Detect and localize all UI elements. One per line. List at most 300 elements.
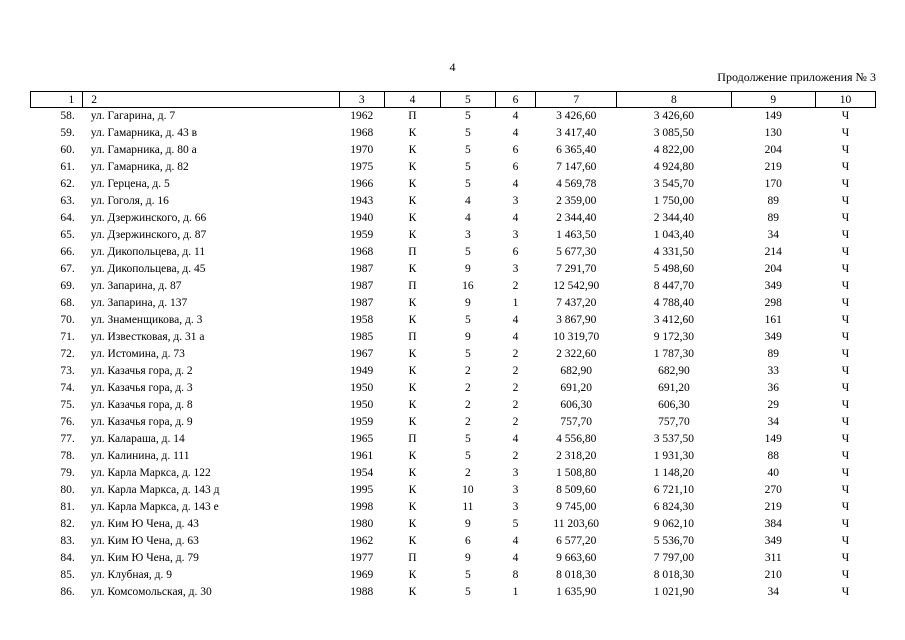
table-cell: 74. (60, 382, 75, 394)
table-cell: 79. (60, 467, 75, 479)
table-row (31, 210, 876, 227)
table-cell: 4 (512, 535, 519, 547)
table-cell: 1998 (350, 501, 374, 513)
table-cell: К (408, 348, 417, 360)
table-cell: 65. (60, 229, 75, 241)
table-cell: 349 (764, 331, 782, 343)
table-cell: 1958 (350, 314, 374, 326)
table-cell: 34 (767, 416, 780, 428)
table-cell: 63. (60, 195, 75, 207)
table-row (31, 244, 876, 261)
table-cell: 1962 (350, 110, 374, 122)
table-cell: 757,70 (658, 416, 690, 428)
table-cell: К (408, 195, 417, 207)
page-number: 4 (449, 60, 456, 74)
table-cell: 691,20 (658, 382, 690, 394)
table-cell: 4 924,80 (653, 161, 695, 173)
table-cell: 691,20 (560, 382, 592, 394)
table-cell: 606,30 (560, 399, 592, 411)
table-cell: 11 203,60 (553, 518, 599, 530)
table-cell: 7 291,70 (556, 263, 597, 275)
housing-table (30, 91, 876, 601)
table-cell: ул. Герцена, д. 5 (90, 178, 170, 190)
table-cell: 3 (512, 484, 519, 496)
table-cell: 12 542,90 (553, 280, 600, 292)
table-cell: 4 (512, 178, 519, 190)
table-cell: ул. Истомина, д. 73 (90, 348, 185, 360)
table-cell: 69. (60, 280, 75, 292)
table-row (31, 346, 876, 363)
table-cell: Ч (841, 365, 850, 377)
table-row (31, 159, 876, 176)
table-cell: 682,90 (658, 365, 690, 377)
table-cell: 3 426,60 (653, 110, 695, 122)
table-cell: ул. Знаменщикова, д. 3 (90, 314, 203, 326)
table-cell: 2 (512, 399, 519, 411)
table-cell: 5 536,70 (653, 535, 695, 547)
table-row (31, 499, 876, 516)
table-cell: ул. Известковая, д. 31 а (90, 331, 205, 343)
table-cell: ул. Калинина, д. 111 (90, 450, 190, 462)
table-cell: 1985 (350, 331, 374, 343)
table-cell: 7 147,60 (556, 161, 597, 173)
table-cell: 4 (512, 331, 519, 343)
table-cell: 4 (465, 212, 471, 224)
table-row (31, 414, 876, 431)
table-cell: 1975 (350, 161, 374, 173)
table-cell: 606,30 (658, 399, 690, 411)
table-cell: 5 677,30 (556, 246, 597, 258)
table-cell: 4 (512, 433, 519, 445)
table-cell: ул. Казачья гора, д. 8 (90, 399, 193, 411)
table-cell: 3 (512, 263, 519, 275)
table-cell: 4 (512, 127, 519, 139)
table-cell: 170 (764, 178, 782, 190)
table-row (31, 295, 876, 312)
table-cell: 5 (465, 161, 471, 173)
table-cell: 9 062,10 (653, 518, 695, 530)
table-cell: 1 931,30 (653, 450, 695, 462)
table-cell: 72. (60, 348, 75, 360)
table-cell: 62. (60, 178, 75, 190)
table-cell: 2 (512, 280, 519, 292)
table-row (31, 380, 876, 397)
table-cell: 219 (764, 161, 782, 173)
table-cell: 8 509,60 (556, 484, 597, 496)
table-cell: 9 (465, 331, 471, 343)
table-cell: К (408, 263, 417, 275)
table-cell: П (408, 110, 417, 122)
table-cell: ул. Казачья гора, д. 2 (90, 365, 193, 377)
table-cell: 3 537,50 (653, 433, 695, 445)
table-cell: 1988 (350, 586, 374, 598)
table-cell: 204 (764, 144, 782, 156)
table-cell: Ч (841, 501, 850, 513)
table-cell: П (408, 331, 417, 343)
table-cell: 4 (512, 212, 519, 224)
table-cell: 9 745,00 (556, 501, 597, 513)
table-cell: 16 (462, 280, 474, 292)
table-cell: 71. (60, 331, 75, 343)
header-cell: 3 (339, 92, 384, 108)
table-cell: 1962 (350, 535, 374, 547)
table-row (31, 482, 876, 499)
header-cell: 4 (385, 92, 441, 108)
table-cell: 1 787,30 (653, 348, 695, 360)
table-row (31, 261, 876, 278)
table-row (31, 584, 876, 601)
table-cell: 83. (60, 535, 75, 547)
table-cell: 5 (465, 127, 471, 139)
table-cell: ул. Ким Ю Чена, д. 63 (90, 535, 199, 547)
table-cell: Ч (841, 297, 850, 309)
table-cell: 2 322,60 (556, 348, 597, 360)
table-cell: 4 556,80 (556, 433, 597, 445)
table-row (31, 227, 876, 244)
table-cell: Ч (841, 314, 850, 326)
table-cell: 210 (764, 569, 782, 581)
table-cell: 2 344,40 (653, 212, 695, 224)
table-cell: 73. (60, 365, 75, 377)
table-row (31, 567, 876, 584)
table-cell: 149 (764, 110, 782, 122)
table-cell: 29 (767, 399, 780, 411)
table-cell: 130 (764, 127, 782, 139)
table-cell: 1949 (350, 365, 374, 377)
table-cell: 1965 (350, 433, 374, 445)
table-cell: ул. Гагарина, д. 7 (90, 110, 176, 122)
table-row (31, 142, 876, 159)
table-cell: ул. Запарина, д. 87 (90, 280, 182, 292)
table-cell: ул. Гамарника, д. 80 а (90, 144, 197, 156)
table-cell: Ч (841, 416, 850, 428)
table-cell: 1977 (350, 552, 374, 564)
table-cell: 2 359,00 (556, 195, 597, 207)
table-cell: 6 (512, 144, 519, 156)
table-cell: ул. Комсомольская, д. 30 (90, 586, 212, 598)
table-cell: 298 (764, 297, 782, 309)
table-cell: ул. Казачья гора, д. 3 (90, 382, 193, 394)
table-cell: 75. (60, 399, 75, 411)
table-cell: 349 (764, 280, 782, 292)
table-cell: 60. (60, 144, 75, 156)
table-cell: 4 (465, 195, 471, 207)
table-cell: 149 (764, 433, 782, 445)
table-cell: 2 (512, 365, 519, 377)
table-cell: 1970 (350, 144, 374, 156)
table-cell: ул. Клубная, д. 9 (90, 569, 173, 581)
table-cell: 1 635,90 (556, 586, 597, 598)
table-cell: 33 (767, 365, 780, 377)
table-cell: 1959 (350, 416, 374, 428)
table-cell: К (408, 144, 417, 156)
table-cell: 1 043,40 (653, 229, 695, 241)
table-row (31, 312, 876, 329)
table-cell: 9 172,30 (653, 331, 695, 343)
table-cell: 384 (764, 518, 782, 530)
table-cell: 77. (60, 433, 75, 445)
table-cell: 1959 (350, 229, 374, 241)
table-cell: Ч (841, 348, 850, 360)
table-cell: К (408, 535, 417, 547)
table-row (31, 108, 876, 126)
table-row (31, 550, 876, 567)
table-cell: К (408, 212, 417, 224)
table-cell: 6 824,30 (653, 501, 695, 513)
table-cell: 1980 (350, 518, 374, 530)
table-cell: 3 (512, 229, 519, 241)
table-cell: 1943 (350, 195, 374, 207)
header-cell: 10 (816, 92, 876, 108)
table-row (31, 533, 876, 550)
table-cell: Ч (841, 263, 850, 275)
table-cell: 4 822,00 (653, 144, 695, 156)
table-cell: 10 (462, 484, 474, 496)
table-cell: 80. (60, 484, 75, 496)
header-cell: 2 (83, 92, 339, 108)
table-cell: 1968 (350, 246, 374, 258)
table-cell: 34 (767, 229, 780, 241)
table-cell: 1950 (350, 399, 374, 411)
table-cell: 3 (465, 229, 471, 241)
table-cell: 1966 (350, 178, 374, 190)
table-cell: П (408, 280, 417, 292)
table-cell: 5 (465, 110, 471, 122)
table-cell: К (408, 297, 417, 309)
table-cell: 8 447,70 (653, 280, 695, 292)
table-cell: Ч (841, 399, 850, 411)
table-cell: 86. (60, 586, 75, 598)
table-cell: 7 437,20 (556, 297, 597, 309)
table-cell: 2 (512, 416, 519, 428)
table-cell: 9 663,60 (556, 552, 597, 564)
table-cell: 5 498,60 (653, 263, 695, 275)
table-cell: 3 426,60 (556, 110, 597, 122)
table-cell: 1987 (350, 297, 374, 309)
table-cell: Ч (841, 552, 850, 564)
table-cell: ул. Запарина, д. 137 (90, 297, 188, 309)
table-cell: 4 (512, 552, 519, 564)
table-cell: 1961 (350, 450, 374, 462)
table-cell: ул. Карла Маркса, д. 122 (90, 467, 211, 479)
table-cell: 81. (60, 501, 75, 513)
table-cell: 61. (60, 161, 75, 173)
table-cell: 78. (60, 450, 75, 462)
table-cell: 1 (512, 297, 519, 309)
table-cell: 2 (465, 365, 471, 377)
header-cell: 9 (731, 92, 815, 108)
table-cell: 3 417,40 (556, 127, 597, 139)
table-row (31, 465, 876, 482)
table-cell: 58. (60, 110, 75, 122)
table-cell: 1954 (350, 467, 374, 479)
table-cell: 5 (465, 433, 471, 445)
table-cell: ул. Ким Ю Чена, д. 79 (90, 552, 199, 564)
table-cell: 2 (512, 382, 519, 394)
table-row (31, 125, 876, 142)
table-cell: 84. (60, 552, 75, 564)
table-cell: 4 569,78 (556, 178, 597, 190)
table-cell: 6 365,40 (556, 144, 597, 156)
table-cell: ул. Гамарника, д. 43 в (90, 127, 198, 139)
table-cell: К (408, 518, 417, 530)
table-cell: 1 508,80 (556, 467, 597, 479)
table-cell: К (408, 569, 417, 581)
table-cell: 8 018,30 (653, 569, 695, 581)
table-cell: ул. Гоголя, д. 16 (90, 195, 169, 207)
table-cell: 9 (465, 263, 471, 275)
table-cell: Ч (841, 586, 850, 598)
table-cell: 89 (767, 195, 780, 207)
table-cell: Ч (841, 280, 850, 292)
table-cell: 36 (767, 382, 780, 394)
table-cell: 4 788,40 (653, 297, 695, 309)
table-cell: 214 (764, 246, 782, 258)
table-cell: ул. Дзержинского, д. 87 (90, 229, 207, 241)
table-cell: 68. (60, 297, 75, 309)
table-cell: 6 (512, 246, 519, 258)
table-cell: 6 (465, 535, 471, 547)
table-cell: Ч (841, 433, 850, 445)
table-cell: 89 (767, 348, 780, 360)
table-cell: 5 (512, 518, 519, 530)
table-cell: ул. Ким Ю Чена, д. 43 (90, 518, 199, 530)
table-cell: 311 (764, 552, 782, 564)
table-cell: 3 (512, 467, 519, 479)
table-cell: К (408, 467, 417, 479)
table-cell: 2 (465, 399, 471, 411)
table-cell: Ч (841, 382, 850, 394)
table-cell: 66. (60, 246, 75, 258)
table-cell: 1968 (350, 127, 374, 139)
header-row (31, 92, 876, 108)
table-row (31, 329, 876, 346)
table-cell: 204 (764, 263, 782, 275)
table-cell: 2 (465, 467, 471, 479)
table-cell: К (408, 399, 417, 411)
table-cell: 219 (764, 501, 782, 513)
table-cell: 5 (465, 450, 471, 462)
table-cell: 1 021,90 (653, 586, 695, 598)
table-cell: 89 (767, 212, 780, 224)
table-cell: 40 (767, 467, 780, 479)
table-cell: 1 (512, 586, 519, 598)
table-cell: 9 (465, 297, 471, 309)
table-cell: Ч (841, 229, 850, 241)
table-cell: ул. Дзержинского, д. 66 (90, 212, 207, 224)
table-row (31, 193, 876, 210)
table-cell: ул. Карла Маркса, д. 143 е (90, 501, 219, 513)
table-cell: ул. Дикопольцева, д. 45 (90, 263, 206, 275)
table-cell: Ч (841, 212, 850, 224)
table-cell: К (408, 178, 417, 190)
table-cell: Ч (841, 484, 850, 496)
table-cell: 5 (465, 246, 471, 258)
table-cell: 85. (60, 569, 75, 581)
table-cell: 2 (465, 382, 471, 394)
table-cell: К (408, 382, 417, 394)
table-cell: 2 (512, 450, 519, 462)
table-cell: К (408, 501, 417, 513)
table-cell: П (408, 552, 417, 564)
table-cell: 2 (465, 416, 471, 428)
table-cell: К (408, 365, 417, 377)
table-cell: 7 797,00 (653, 552, 695, 564)
table-cell: 1 750,00 (653, 195, 695, 207)
table-cell: 76. (60, 416, 75, 428)
table-cell: Ч (841, 569, 850, 581)
table-cell: Ч (841, 331, 850, 343)
table-cell: 5 (465, 569, 471, 581)
table-cell: ул. Дикопольцева, д. 11 (90, 246, 206, 258)
table-cell: 1950 (350, 382, 374, 394)
table-cell: 5 (465, 144, 471, 156)
table-cell: 59. (60, 127, 75, 139)
header-cell: 8 (617, 92, 731, 108)
table-cell: 6 (512, 161, 519, 173)
table-cell: 3 (512, 501, 519, 513)
table-cell: 10 319,70 (553, 331, 600, 343)
header-cell: 1 (31, 92, 83, 108)
table-cell: 1 463,50 (556, 229, 597, 241)
table-cell: Ч (841, 535, 850, 547)
table-row (31, 397, 876, 414)
table-cell: 1967 (350, 348, 374, 360)
header-cell: 7 (536, 92, 617, 108)
table-cell: 6 577,20 (556, 535, 597, 547)
table-cell: 161 (764, 314, 782, 326)
header-cell: 5 (440, 92, 495, 108)
table-row (31, 363, 876, 380)
table-cell: ул. Казачья гора, д. 9 (90, 416, 193, 428)
table-cell: 9 (465, 518, 471, 530)
table-cell: Ч (841, 195, 850, 207)
table-cell: 1987 (350, 263, 374, 275)
table-cell: 5 (465, 348, 471, 360)
table-cell: К (408, 127, 417, 139)
table-cell: К (408, 586, 417, 598)
table-cell: 2 318,20 (556, 450, 597, 462)
table-cell: 2 344,40 (556, 212, 597, 224)
table-cell: 1940 (350, 212, 374, 224)
table-cell: 3 085,50 (653, 127, 695, 139)
table-cell: ул. Карла Маркса, д. 143 д (90, 484, 220, 496)
table-row (31, 448, 876, 465)
table-cell: Ч (841, 450, 850, 462)
table-cell: 5 (465, 586, 471, 598)
table-cell: Ч (841, 467, 850, 479)
table-cell: 5 (465, 314, 471, 326)
table-cell: 5 (465, 178, 471, 190)
table-cell: 682,90 (560, 365, 592, 377)
table-cell: 34 (767, 586, 780, 598)
table-cell: ул. Гамарника, д. 82 (90, 161, 189, 173)
table-cell: Ч (841, 161, 850, 173)
table-cell: К (408, 161, 417, 173)
table-cell: 3 545,70 (653, 178, 695, 190)
table-cell: 349 (764, 535, 782, 547)
table-cell: 4 (512, 314, 519, 326)
table-cell: 757,70 (560, 416, 592, 428)
table-cell: Ч (841, 518, 850, 530)
table-cell: 9 (465, 552, 471, 564)
table-cell: 1 148,20 (653, 467, 695, 479)
table-cell: К (408, 416, 417, 428)
table-cell: 1987 (350, 280, 374, 292)
table-row (31, 431, 876, 448)
table-row (31, 516, 876, 533)
table-cell: Ч (841, 110, 850, 122)
